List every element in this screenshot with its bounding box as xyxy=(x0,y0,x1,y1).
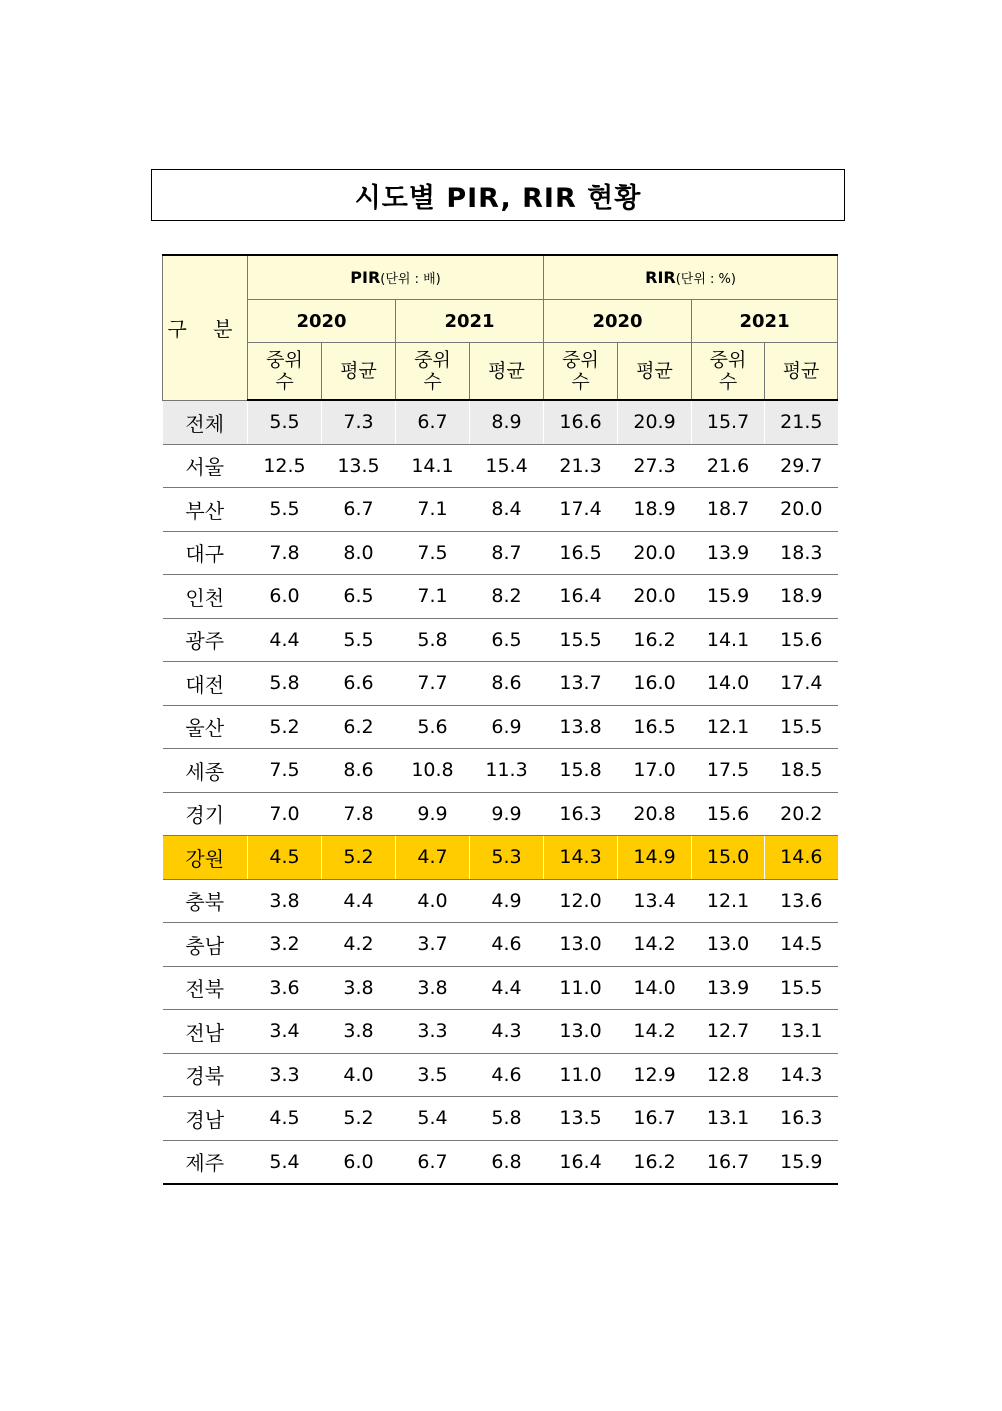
value-cell: 15.5 xyxy=(544,618,618,662)
table-row xyxy=(163,618,838,662)
value-cell: 4.3 xyxy=(470,1010,544,1054)
value-cell: 6.5 xyxy=(322,575,396,619)
value-cell: 12.1 xyxy=(692,879,765,923)
median-label-line2: 수 xyxy=(571,371,590,393)
value-cell: 13.4 xyxy=(618,879,692,923)
value-cell: 20.0 xyxy=(618,531,692,575)
value-cell: 7.5 xyxy=(248,749,322,793)
table-row xyxy=(163,836,838,880)
value-cell: 5.4 xyxy=(248,1140,322,1184)
region-cell: 경남 xyxy=(163,1097,248,1141)
pir-header xyxy=(248,255,544,300)
value-cell: 8.6 xyxy=(470,662,544,706)
value-cell: 18.5 xyxy=(765,749,838,793)
value-cell: 3.8 xyxy=(322,966,396,1010)
region-cell: 부산 xyxy=(163,488,248,532)
region-cell: 충북 xyxy=(163,879,248,923)
value-cell: 13.6 xyxy=(765,879,838,923)
value-cell: 15.6 xyxy=(692,792,765,836)
value-cell: 13.9 xyxy=(692,966,765,1010)
value-cell: 4.0 xyxy=(396,879,470,923)
value-cell: 10.8 xyxy=(396,749,470,793)
value-cell: 5.5 xyxy=(322,618,396,662)
value-cell: 3.4 xyxy=(248,1010,322,1054)
table-row xyxy=(163,792,838,836)
value-cell: 4.6 xyxy=(470,923,544,967)
region-cell: 경북 xyxy=(163,1053,248,1097)
value-cell: 8.7 xyxy=(470,531,544,575)
value-cell: 6.7 xyxy=(396,1140,470,1184)
value-cell: 7.8 xyxy=(322,792,396,836)
value-cell: 5.8 xyxy=(248,662,322,706)
value-cell: 6.9 xyxy=(470,705,544,749)
median-label-line2: 수 xyxy=(275,371,294,393)
value-cell: 18.3 xyxy=(765,531,838,575)
table-row xyxy=(163,575,838,619)
value-cell: 13.0 xyxy=(692,923,765,967)
value-cell: 12.7 xyxy=(692,1010,765,1054)
median-header xyxy=(692,343,765,401)
region-cell: 인천 xyxy=(163,575,248,619)
value-cell: 4.7 xyxy=(396,836,470,880)
region-cell: 울산 xyxy=(163,705,248,749)
value-cell: 7.1 xyxy=(396,488,470,532)
value-cell: 20.0 xyxy=(618,575,692,619)
value-cell: 6.0 xyxy=(248,575,322,619)
value-cell: 3.5 xyxy=(396,1053,470,1097)
value-cell: 6.0 xyxy=(322,1140,396,1184)
year-header: 2021 xyxy=(692,300,838,343)
value-cell: 12.1 xyxy=(692,705,765,749)
value-cell: 15.6 xyxy=(765,618,838,662)
value-cell: 8.2 xyxy=(470,575,544,619)
region-cell: 세종 xyxy=(163,749,248,793)
page-title: 시도별 PIR, RIR 현황 xyxy=(354,182,642,214)
value-cell: 7.7 xyxy=(396,662,470,706)
value-cell: 7.5 xyxy=(396,531,470,575)
value-cell: 17.0 xyxy=(618,749,692,793)
mean-header: 평균 xyxy=(470,343,544,401)
value-cell: 3.8 xyxy=(396,966,470,1010)
table-row xyxy=(163,966,838,1010)
region-cell: 대구 xyxy=(163,531,248,575)
value-cell: 12.9 xyxy=(618,1053,692,1097)
median-label-line1: 중위 xyxy=(709,349,747,371)
median-label-line1: 중위 xyxy=(266,349,303,371)
value-cell: 21.3 xyxy=(544,444,618,488)
median-header xyxy=(544,343,618,401)
value-cell: 16.7 xyxy=(618,1097,692,1141)
value-cell: 4.5 xyxy=(248,1097,322,1141)
value-cell: 3.3 xyxy=(396,1010,470,1054)
mean-header: 평균 xyxy=(322,343,396,401)
value-cell: 16.2 xyxy=(618,618,692,662)
value-cell: 4.4 xyxy=(248,618,322,662)
value-cell: 14.3 xyxy=(765,1053,838,1097)
value-cell: 14.0 xyxy=(692,662,765,706)
gubun-header: 구 분 xyxy=(163,255,248,400)
value-cell: 20.0 xyxy=(765,488,838,532)
value-cell: 12.5 xyxy=(248,444,322,488)
value-cell: 13.9 xyxy=(692,531,765,575)
value-cell: 13.5 xyxy=(544,1097,618,1141)
value-cell: 5.5 xyxy=(248,488,322,532)
value-cell: 21.6 xyxy=(692,444,765,488)
table-row xyxy=(163,400,838,444)
value-cell: 13.1 xyxy=(765,1010,838,1054)
value-cell: 3.2 xyxy=(248,923,322,967)
mean-header: 평균 xyxy=(618,343,692,401)
region-cell: 경기 xyxy=(163,792,248,836)
rir-header xyxy=(544,255,838,300)
value-cell: 12.0 xyxy=(544,879,618,923)
region-cell: 제주 xyxy=(163,1140,248,1184)
median-header xyxy=(248,343,322,401)
value-cell: 15.9 xyxy=(692,575,765,619)
region-cell: 전남 xyxy=(163,1010,248,1054)
value-cell: 14.3 xyxy=(544,836,618,880)
title-box xyxy=(151,169,845,221)
value-cell: 20.2 xyxy=(765,792,838,836)
value-cell: 3.3 xyxy=(248,1053,322,1097)
median-label-line2: 수 xyxy=(423,371,442,393)
value-cell: 16.4 xyxy=(544,1140,618,1184)
value-cell: 8.9 xyxy=(470,400,544,444)
value-cell: 5.2 xyxy=(322,836,396,880)
value-cell: 13.8 xyxy=(544,705,618,749)
value-cell: 5.8 xyxy=(396,618,470,662)
value-cell: 27.3 xyxy=(618,444,692,488)
rir-name: RIR xyxy=(645,268,676,287)
year-header: 2020 xyxy=(544,300,692,343)
value-cell: 5.5 xyxy=(248,400,322,444)
table-row xyxy=(163,1097,838,1141)
value-cell: 13.7 xyxy=(544,662,618,706)
table-row xyxy=(163,1010,838,1054)
pir-unit: (단위 : 배) xyxy=(380,272,441,287)
value-cell: 3.8 xyxy=(322,1010,396,1054)
value-cell: 3.6 xyxy=(248,966,322,1010)
value-cell: 14.1 xyxy=(692,618,765,662)
value-cell: 12.8 xyxy=(692,1053,765,1097)
value-cell: 15.9 xyxy=(765,1140,838,1184)
value-cell: 14.0 xyxy=(618,966,692,1010)
value-cell: 8.4 xyxy=(470,488,544,532)
table-row xyxy=(163,749,838,793)
region-cell: 전체 xyxy=(163,400,248,444)
value-cell: 14.5 xyxy=(765,923,838,967)
value-cell: 6.8 xyxy=(470,1140,544,1184)
value-cell: 13.5 xyxy=(322,444,396,488)
year-header: 2020 xyxy=(248,300,396,343)
value-cell: 11.0 xyxy=(544,966,618,1010)
value-cell: 3.7 xyxy=(396,923,470,967)
value-cell: 9.9 xyxy=(396,792,470,836)
value-cell: 17.5 xyxy=(692,749,765,793)
value-cell: 7.3 xyxy=(322,400,396,444)
value-cell: 17.4 xyxy=(544,488,618,532)
value-cell: 15.0 xyxy=(692,836,765,880)
value-cell: 8.6 xyxy=(322,749,396,793)
table-row xyxy=(163,531,838,575)
value-cell: 8.0 xyxy=(322,531,396,575)
value-cell: 15.8 xyxy=(544,749,618,793)
rir-unit: (단위 : %) xyxy=(675,272,736,287)
value-cell: 16.2 xyxy=(618,1140,692,1184)
value-cell: 15.5 xyxy=(765,966,838,1010)
value-cell: 9.9 xyxy=(470,792,544,836)
value-cell: 11.3 xyxy=(470,749,544,793)
value-cell: 4.2 xyxy=(322,923,396,967)
value-cell: 7.0 xyxy=(248,792,322,836)
pir-rir-table xyxy=(162,254,838,1185)
value-cell: 6.7 xyxy=(322,488,396,532)
value-cell: 14.2 xyxy=(618,1010,692,1054)
table-row xyxy=(163,879,838,923)
value-cell: 20.8 xyxy=(618,792,692,836)
value-cell: 18.7 xyxy=(692,488,765,532)
value-cell: 20.9 xyxy=(618,400,692,444)
value-cell: 17.4 xyxy=(765,662,838,706)
value-cell: 7.1 xyxy=(396,575,470,619)
value-cell: 5.6 xyxy=(396,705,470,749)
value-cell: 6.6 xyxy=(322,662,396,706)
value-cell: 4.6 xyxy=(470,1053,544,1097)
value-cell: 5.2 xyxy=(248,705,322,749)
value-cell: 4.5 xyxy=(248,836,322,880)
value-cell: 14.6 xyxy=(765,836,838,880)
value-cell: 16.0 xyxy=(618,662,692,706)
median-header xyxy=(396,343,470,401)
pir-name: PIR xyxy=(350,268,381,287)
value-cell: 6.5 xyxy=(470,618,544,662)
value-cell: 21.5 xyxy=(765,400,838,444)
table-body xyxy=(163,400,838,1184)
value-cell: 5.8 xyxy=(470,1097,544,1141)
value-cell: 6.2 xyxy=(322,705,396,749)
value-cell: 14.2 xyxy=(618,923,692,967)
region-cell: 충남 xyxy=(163,923,248,967)
year-header: 2021 xyxy=(396,300,544,343)
value-cell: 7.8 xyxy=(248,531,322,575)
value-cell: 18.9 xyxy=(618,488,692,532)
median-label-line1: 중위 xyxy=(562,349,599,371)
region-cell: 대전 xyxy=(163,662,248,706)
value-cell: 11.0 xyxy=(544,1053,618,1097)
value-cell: 15.7 xyxy=(692,400,765,444)
region-cell: 전북 xyxy=(163,966,248,1010)
value-cell: 5.4 xyxy=(396,1097,470,1141)
value-cell: 6.7 xyxy=(396,400,470,444)
value-cell: 16.7 xyxy=(692,1140,765,1184)
value-cell: 15.4 xyxy=(470,444,544,488)
value-cell: 13.1 xyxy=(692,1097,765,1141)
table-row xyxy=(163,1053,838,1097)
value-cell: 14.9 xyxy=(618,836,692,880)
value-cell: 5.2 xyxy=(322,1097,396,1141)
table-row xyxy=(163,923,838,967)
value-cell: 16.3 xyxy=(544,792,618,836)
table-row xyxy=(163,488,838,532)
region-cell: 광주 xyxy=(163,618,248,662)
value-cell: 13.0 xyxy=(544,923,618,967)
region-cell: 강원 xyxy=(163,836,248,880)
value-cell: 16.5 xyxy=(618,705,692,749)
value-cell: 15.5 xyxy=(765,705,838,749)
value-cell: 4.9 xyxy=(470,879,544,923)
value-cell: 13.0 xyxy=(544,1010,618,1054)
value-cell: 16.6 xyxy=(544,400,618,444)
value-cell: 14.1 xyxy=(396,444,470,488)
median-label-line1: 중위 xyxy=(414,349,451,371)
mean-header: 평균 xyxy=(765,343,838,401)
region-cell: 서울 xyxy=(163,444,248,488)
value-cell: 4.4 xyxy=(470,966,544,1010)
value-cell: 5.3 xyxy=(470,836,544,880)
value-cell: 29.7 xyxy=(765,444,838,488)
value-cell: 16.4 xyxy=(544,575,618,619)
value-cell: 4.0 xyxy=(322,1053,396,1097)
table-row xyxy=(163,1140,838,1184)
table-row xyxy=(163,662,838,706)
median-label-line2: 수 xyxy=(718,371,738,393)
value-cell: 18.9 xyxy=(765,575,838,619)
table-row xyxy=(163,705,838,749)
value-cell: 16.3 xyxy=(765,1097,838,1141)
value-cell: 3.8 xyxy=(248,879,322,923)
table-row xyxy=(163,444,838,488)
value-cell: 16.5 xyxy=(544,531,618,575)
value-cell: 4.4 xyxy=(322,879,396,923)
